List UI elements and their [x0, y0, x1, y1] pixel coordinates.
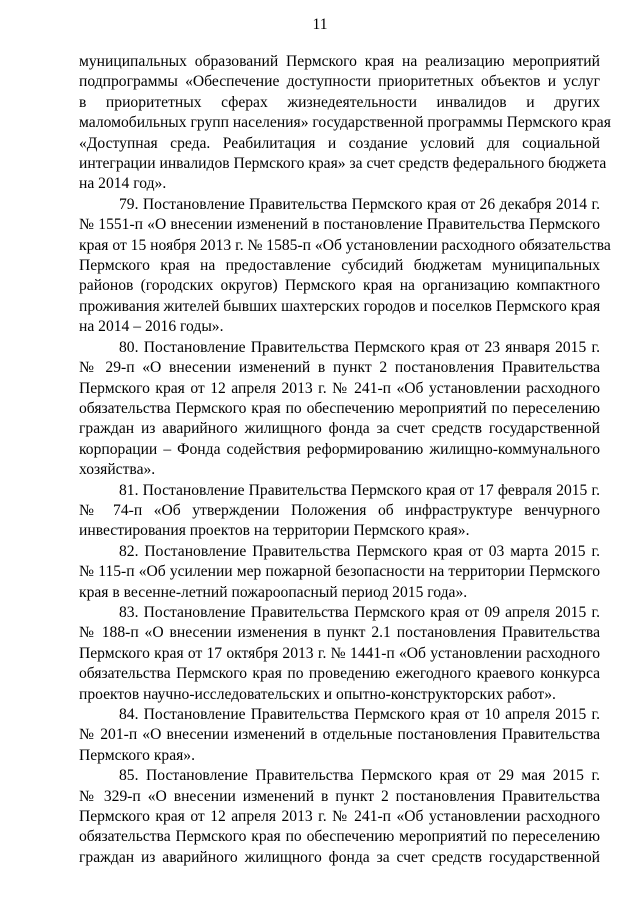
- text-line: 80. Постановление Правительства Пермского края от 23 января 2015 г.: [119, 338, 600, 356]
- text-line: 85. Постановление Правительства Пермского края от 29 мая 2015 г.: [119, 767, 600, 785]
- text-line: края в весенне-летний пожароопасный период 2015 года».: [79, 583, 468, 601]
- text-line: Пермского края».: [79, 746, 195, 764]
- paragraph-item-84: [79, 705, 600, 766]
- text-line: в приоритетных сферах жизнедеятельности инвалидов и других: [79, 93, 600, 111]
- text-line: Пермского края на предоставление субсидий бюджетам муниципальных: [79, 257, 600, 275]
- text-line: на 2014 год».: [79, 175, 167, 193]
- text-line: 79. Постановление Правительства Пермского края от 26 декабря 2014 г.: [119, 195, 600, 213]
- paragraph-item-79: [79, 195, 611, 338]
- text-line: № 329-п «О внесении изменений в пункт 2 постановления Правительства: [79, 787, 600, 805]
- text-line: хозяйства».: [79, 461, 156, 479]
- text-line: муниципальных образований Пермского края на реализацию мероприятий: [79, 53, 600, 70]
- text-line: инвестирования проектов на территории Пермского края».: [79, 522, 470, 540]
- paragraph-item-83: [79, 603, 600, 705]
- text-line: проектов научно-исследовательских и опытно-конструкторских работ».: [79, 685, 556, 703]
- text-line: граждан из аварийного жилищного фонда за счет средств государственной: [79, 848, 600, 866]
- text-line: № 188-п «О внесении изменения в пункт 2.1 постановления Правительства: [79, 624, 600, 642]
- text-line: 83. Постановление Правительства Пермского края от 09 апреля 2015 г.: [119, 603, 600, 621]
- text-line: № 201-п «О внесении изменений в отдельные постановления Правительства: [79, 726, 600, 744]
- text-line: проживания жителей бывших шахтерских городов и поселков Пермского края: [79, 297, 601, 315]
- paragraph-item-85: [79, 766, 600, 868]
- page-number: 11: [312, 16, 328, 33]
- text-line: «Доступная среда. Реабилитация и создание условий для социальной: [79, 134, 600, 152]
- paragraph-item-81: [79, 481, 600, 542]
- paragraph-item-82: [79, 542, 600, 603]
- text-line: обязательства Пермского края по обеспечению мероприятий по переселению: [79, 828, 600, 846]
- text-line: 84. Постановление Правительства Пермского края от 10 апреля 2015 г.: [119, 706, 600, 723]
- paragraph-item-80: [79, 338, 600, 481]
- text-line: подпрограммы «Обеспечение доступности приоритетных объектов и услуг: [79, 73, 600, 91]
- text-line: районов (городских округов) Пермского края на организацию компактного: [79, 277, 600, 295]
- text-line: 82. Постановление Правительства Пермского края от 03 марта 2015 г.: [119, 542, 600, 560]
- text-line: интеграции инвалидов Пермского края» за счет средств федерального бюджета: [79, 155, 607, 173]
- document-body: [79, 52, 611, 868]
- text-line: маломобильных групп населения» государственной программы Пермского края: [79, 114, 611, 132]
- text-line: № 29-п «О внесении изменений в пункт 2 постановления Правительства: [79, 359, 600, 377]
- text-line: 81. Постановление Правительства Пермского края от 17 февраля 2015 г.: [119, 481, 600, 499]
- text-line: № 115-п «Об усилении мер пожарной безопасности на территории Пермского: [79, 563, 600, 581]
- paragraph-continuation: [79, 52, 611, 195]
- text-line: Пермского края от 12 апреля 2013 г. № 241-п «Об установлении расходного: [79, 808, 600, 826]
- text-line: № 74-п «Об утверждении Положения об инфраструктуре венчурного: [79, 501, 600, 519]
- text-line: граждан из аварийного жилищного фонда за счет средств государственной: [79, 420, 600, 438]
- text-line: обязательства Пермского края по проведению ежегодного краевого конкурса: [79, 665, 600, 683]
- text-line: Пермского края от 12 апреля 2013 г. № 241-п «Об установлении расходного: [79, 379, 600, 397]
- text-line: корпорации – Фонда содействия реформированию жилищно-коммунального: [79, 440, 600, 458]
- text-line: Пермского края от 17 октября 2013 г. № 1441-п «Об установлении расходного: [79, 644, 600, 662]
- text-line: на 2014 – 2016 годы».: [79, 318, 224, 336]
- text-line: № 1551-п «О внесении изменений в постановление Правительства Пермского: [79, 216, 600, 234]
- text-line: обязательства Пермского края по обеспечению мероприятий по переселению: [79, 399, 600, 417]
- text-line: края от 15 ноября 2013 г. № 1585-п «Об установлении расходного обязательства: [79, 236, 611, 254]
